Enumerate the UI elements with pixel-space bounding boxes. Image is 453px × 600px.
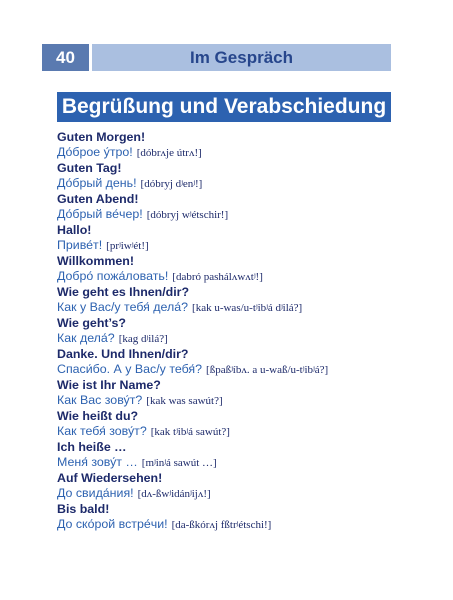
phrase-entry xyxy=(57,223,417,254)
running-head: Im Gespräch xyxy=(190,47,293,67)
german-phrase: Guten Morgen! xyxy=(57,130,146,144)
german-phrase: Danke. Und Ihnen/dir? xyxy=(57,347,189,361)
phrase-entry xyxy=(57,471,417,502)
phrase-entry xyxy=(57,378,417,409)
russian-phrase: Приве́т! xyxy=(57,238,103,252)
transliteration: [kag dʲilá?] xyxy=(118,333,168,345)
russian-phrase: Спаси́бо. А у Вас/у тебя́? xyxy=(57,362,203,376)
transliteration: [da-ßkórʌj fßtrʲétschi!] xyxy=(171,519,272,531)
transliteration: [kak was sawút?] xyxy=(146,395,223,407)
german-phrase: Willkommen! xyxy=(57,254,134,268)
russian-phrase: Как тебя́ зову́т? xyxy=(57,424,147,438)
russian-phrase: До́брый ве́чер! xyxy=(57,207,143,221)
german-phrase: Wie ist Ihr Name? xyxy=(57,378,161,392)
german-phrase: Wie geht es Ihnen/dir? xyxy=(57,285,190,299)
phrase-entry xyxy=(57,254,417,285)
german-phrase: Wie geht’s? xyxy=(57,316,126,330)
transliteration: [dóbryj dʲenʲ!] xyxy=(140,178,203,190)
transliteration: [dabró pashálʌwʌtʲ!] xyxy=(172,271,263,283)
german-phrase: Ich heiße … xyxy=(57,440,127,454)
german-phrase: Auf Wiedersehen! xyxy=(57,471,163,485)
russian-phrase: До ско́рой встре́чи! xyxy=(57,517,168,531)
russian-phrase: До́брый день! xyxy=(57,176,137,190)
german-phrase: Bis bald! xyxy=(57,502,110,516)
phrase-entry xyxy=(57,502,417,533)
russian-phrase: Добро́ пожа́ловать! xyxy=(57,269,169,283)
phrase-entry xyxy=(57,285,417,316)
russian-phrase: До́брое у́тро! xyxy=(57,145,133,159)
russian-phrase: Меня́ зову́т … xyxy=(57,455,138,469)
page-number: 40 xyxy=(42,44,89,71)
german-phrase: Guten Abend! xyxy=(57,192,139,206)
phrase-entry xyxy=(57,161,417,192)
section-title: Begrüßung und Verabschiedung xyxy=(61,95,387,118)
german-phrase: Wie heißt du? xyxy=(57,409,139,423)
transliteration: [ßpaßʲíbʌ. a u-waß/u-tʲibʲá?] xyxy=(206,364,329,376)
german-phrase: Hallo! xyxy=(57,223,92,237)
russian-phrase: Как у Вас/у тебя́ дела́? xyxy=(57,300,189,314)
transliteration: [kak tʲibʲá sawút?] xyxy=(150,426,230,438)
transliteration: [dóbryj wʲétschir!] xyxy=(146,209,229,221)
russian-phrase: Как дела́? xyxy=(57,331,115,345)
german-phrase: Guten Tag! xyxy=(57,161,122,175)
russian-phrase: До свида́ния! xyxy=(57,486,134,500)
transliteration: [mʲinʲá sawút …] xyxy=(141,457,217,469)
phrase-entry xyxy=(57,130,417,161)
transliteration: [dʌ-ßwʲidánʲijʌ!] xyxy=(137,488,211,500)
transliteration: [prʲiwʲét!] xyxy=(106,240,149,252)
phrase-entry xyxy=(57,347,417,378)
russian-phrase: Как Вас зову́т? xyxy=(57,393,143,407)
phrase-entry xyxy=(57,409,417,440)
phrase-entry xyxy=(57,316,417,347)
transliteration: [kak u-was/u-tʲibʲá dʲilá?] xyxy=(192,302,303,314)
transliteration: [dóbrʌje útrʌ!] xyxy=(136,147,202,159)
phrase-entry xyxy=(57,192,417,223)
phrase-entry xyxy=(57,440,417,471)
